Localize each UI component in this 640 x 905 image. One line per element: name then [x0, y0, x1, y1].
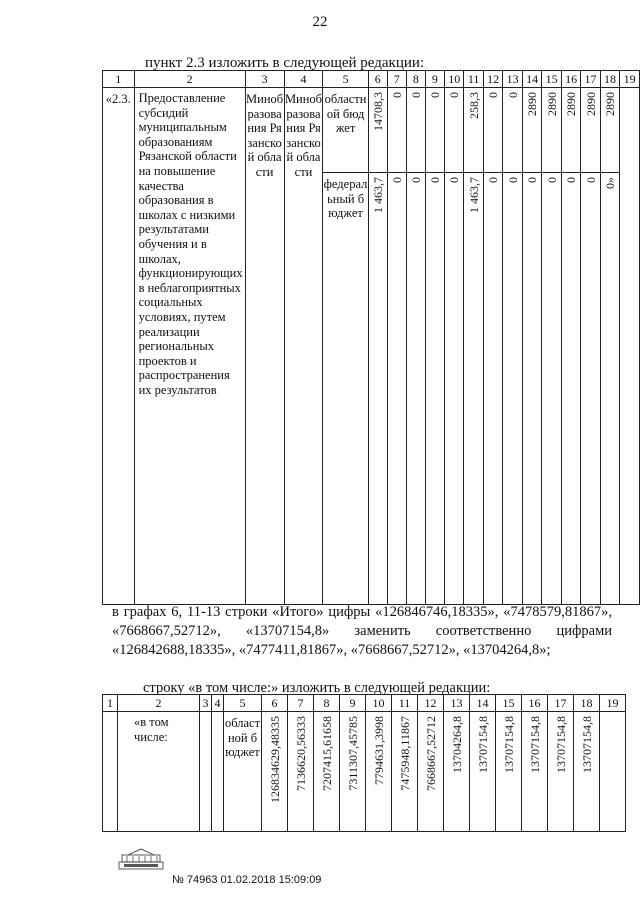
reg-val-16-text: 2890 — [564, 92, 579, 116]
t2-val-6-text: 126834629,48335 — [267, 716, 282, 803]
t2-val-7 — [288, 712, 314, 832]
source-regional-text: областной бюджет — [324, 92, 367, 136]
reg-val-18-text: 2890 — [603, 92, 618, 116]
t2-val-16 — [522, 712, 548, 832]
reg-val-10 — [444, 88, 463, 173]
table1-header-col-7: 7 — [387, 71, 406, 88]
t2-val-18-text: 13707154,8 — [579, 716, 594, 773]
fed-val-18-text: 0» — [603, 177, 618, 189]
table1-header-col-12: 12 — [483, 71, 502, 88]
table2-header-col-9: 9 — [340, 695, 366, 712]
t2-col-1 — [103, 712, 118, 832]
table2-header-col-8: 8 — [314, 695, 340, 712]
fed-val-15-text: 0 — [544, 177, 559, 183]
intro-line-1: пункт 2.3 изложить в следующей редакции: — [145, 55, 425, 71]
table2-header-col-12: 12 — [418, 695, 444, 712]
table2-header-col-19: 19 — [600, 695, 626, 712]
fed-val-13 — [503, 173, 522, 605]
table1-header-col-18: 18 — [600, 71, 619, 88]
table2-header-col-15: 15 — [496, 695, 522, 712]
table2-header-col-16: 16 — [522, 695, 548, 712]
t2-val-14-text: 13707154,8 — [475, 716, 490, 773]
t2-source — [224, 712, 262, 832]
table2-header-col-6: 6 — [262, 695, 288, 712]
t2-val-11 — [392, 712, 418, 832]
t2-val-12-text: 7668667,52712 — [423, 716, 438, 791]
table1-header-col-4: 4 — [284, 71, 323, 88]
table2-header-row — [103, 695, 626, 712]
table-program-item — [102, 70, 640, 605]
reg-val-11-text: 258,3 — [466, 92, 481, 119]
table1-header-col-19: 19 — [620, 71, 640, 88]
measure-description: Предоставление субсидий муниципальным образованиям Рязанской области на повышение качества образования в школах с низкими результатами обучения и в школах, функционирующих в неблагоприятных социальных условиях, путем реализации региональных проектов и распространения их результатов — [134, 88, 245, 605]
reg-val-17 — [581, 88, 600, 173]
table1-header-col-2: 2 — [134, 71, 245, 88]
building-stamp-icon — [118, 848, 164, 872]
including-label: «в том числе: — [118, 712, 200, 832]
fed-val-11-text: 1 463,7 — [466, 177, 481, 213]
table2-header-col-18: 18 — [574, 695, 600, 712]
table1-header-col-8: 8 — [406, 71, 425, 88]
executor — [245, 88, 284, 605]
table2-header-col-7: 7 — [288, 695, 314, 712]
fed-val-7-text: 0 — [389, 177, 404, 183]
paragraph-itogo: в графах 6, 11-13 строки «Итого» цифры «126846746,18335», «7478579,81867», «7668667,52712», «13707154,8» заменить соответственно цифрами «126842688,18335», «7477411,81867», «7668667,52712», «13704264,8»; — [112, 604, 612, 658]
table2-header-col-17: 17 — [548, 695, 574, 712]
col-19-cell — [620, 88, 640, 605]
table2-header-col-2: 2 — [118, 695, 200, 712]
table2-header-col-5: 5 — [224, 695, 262, 712]
reg-val-16 — [561, 88, 580, 173]
t2-val-9-text: 7311307,45785 — [345, 716, 360, 791]
source-federal — [323, 173, 368, 605]
t2-val-10 — [366, 712, 392, 832]
reg-val-17-text: 2890 — [583, 92, 598, 116]
t2-val-16-text: 13707154,8 — [527, 716, 542, 773]
table1-header-col-6: 6 — [368, 71, 387, 88]
fed-val-12 — [483, 173, 502, 605]
table1-header-col-10: 10 — [444, 71, 463, 88]
table1-header-col-1: 1 — [103, 71, 135, 88]
source-federal-text: федеральный бюджет — [323, 177, 368, 221]
fed-val-17-text: 0 — [583, 177, 598, 183]
table1-header-col-14: 14 — [522, 71, 541, 88]
table1-header-col-16: 16 — [561, 71, 580, 88]
t2-val-7-text: 7136620,56333 — [293, 716, 308, 791]
t2-val-11-text: 7475948,11867 — [397, 716, 412, 791]
table2-header-col-11: 11 — [392, 695, 418, 712]
reg-val-7 — [387, 88, 406, 173]
t2-val-9 — [340, 712, 366, 832]
t2-val-6 — [262, 712, 288, 832]
t2-val-13-text: 13704264,8 — [449, 716, 464, 773]
t2-val-17-text: 13707154,8 — [553, 716, 568, 773]
reg-val-8-text: 0 — [408, 92, 423, 98]
table1-header-col-13: 13 — [503, 71, 522, 88]
reg-val-18 — [600, 88, 619, 173]
fed-val-12-text: 0 — [486, 177, 501, 183]
table2-header-col-3: 3 — [200, 695, 212, 712]
fed-val-14 — [522, 173, 541, 605]
fed-val-10-text: 0 — [447, 177, 462, 183]
reg-val-12 — [483, 88, 502, 173]
t2-val-17 — [548, 712, 574, 832]
reg-val-15-text: 2890 — [544, 92, 559, 116]
table1-header-col-3: 3 — [245, 71, 284, 88]
fed-val-13-text: 0 — [505, 177, 520, 183]
table1-header-col-11: 11 — [464, 71, 483, 88]
table2-header-col-13: 13 — [444, 695, 470, 712]
coordinator-text: Минобразования Рязанской области — [284, 92, 323, 179]
page-number: 22 — [312, 14, 328, 30]
fed-val-17 — [581, 173, 600, 605]
reg-val-6 — [368, 88, 387, 173]
reg-val-9 — [425, 88, 444, 173]
table2-header-col-10: 10 — [366, 695, 392, 712]
table2-header-col-1: 1 — [103, 695, 118, 712]
fed-val-18 — [600, 173, 619, 605]
fed-val-9-text: 0 — [427, 177, 442, 183]
reg-val-13 — [503, 88, 522, 173]
table2-header-col-14: 14 — [470, 695, 496, 712]
intro-line-2: строку «в том числе:» изложить в следующей редакции: — [143, 680, 491, 696]
coordinator — [284, 88, 323, 605]
fed-val-16-text: 0 — [564, 177, 579, 183]
reg-val-8 — [406, 88, 425, 173]
fed-val-6 — [368, 173, 387, 605]
table1-header-col-5: 5 — [323, 71, 368, 88]
table1-header-col-15: 15 — [542, 71, 561, 88]
fed-val-9 — [425, 173, 444, 605]
reg-val-6-text: 14708,3 — [370, 92, 385, 131]
t2-col-4 — [212, 712, 224, 832]
fed-val-16 — [561, 173, 580, 605]
reg-val-14 — [522, 88, 541, 173]
fed-val-8 — [406, 173, 425, 605]
t2-source-text: областной бюджет — [224, 716, 261, 760]
t2-val-15 — [496, 712, 522, 832]
t2-val-14 — [470, 712, 496, 832]
fed-val-8-text: 0 — [408, 177, 423, 183]
row-number: «2.3. — [103, 88, 135, 605]
table1-header-col-17: 17 — [581, 71, 600, 88]
reg-val-14-text: 2890 — [525, 92, 540, 116]
reg-val-11 — [464, 88, 483, 173]
t2-val-8-text: 7207415,61658 — [319, 716, 334, 791]
t2-col-19 — [600, 712, 626, 832]
t2-val-12 — [418, 712, 444, 832]
t2-val-10-text: 7794631,3998 — [371, 716, 386, 785]
fed-val-7 — [387, 173, 406, 605]
reg-val-7-text: 0 — [389, 92, 404, 98]
table1-header-col-9: 9 — [425, 71, 444, 88]
fed-val-15 — [542, 173, 561, 605]
table-including-row — [102, 694, 626, 832]
reg-val-9-text: 0 — [427, 92, 442, 98]
fed-val-11 — [464, 173, 483, 605]
reg-val-12-text: 0 — [486, 92, 501, 98]
t2-val-13 — [444, 712, 470, 832]
source-regional — [323, 88, 368, 173]
fed-val-6-text: 1 463,7 — [370, 177, 385, 213]
t2-val-8 — [314, 712, 340, 832]
fed-val-14-text: 0 — [525, 177, 540, 183]
t2-col-3 — [200, 712, 212, 832]
table2-header-col-4: 4 — [212, 695, 224, 712]
t2-val-15-text: 13707154,8 — [501, 716, 516, 773]
t2-val-18 — [574, 712, 600, 832]
document-footer: № 74963 01.02.2018 15:09:09 — [172, 874, 322, 886]
executor-text: Минобразования Рязанской области — [246, 92, 284, 179]
fed-val-10 — [444, 173, 463, 605]
reg-val-15 — [542, 88, 561, 173]
table1-header-row — [103, 71, 640, 88]
reg-val-10-text: 0 — [447, 92, 462, 98]
reg-val-13-text: 0 — [505, 92, 520, 98]
